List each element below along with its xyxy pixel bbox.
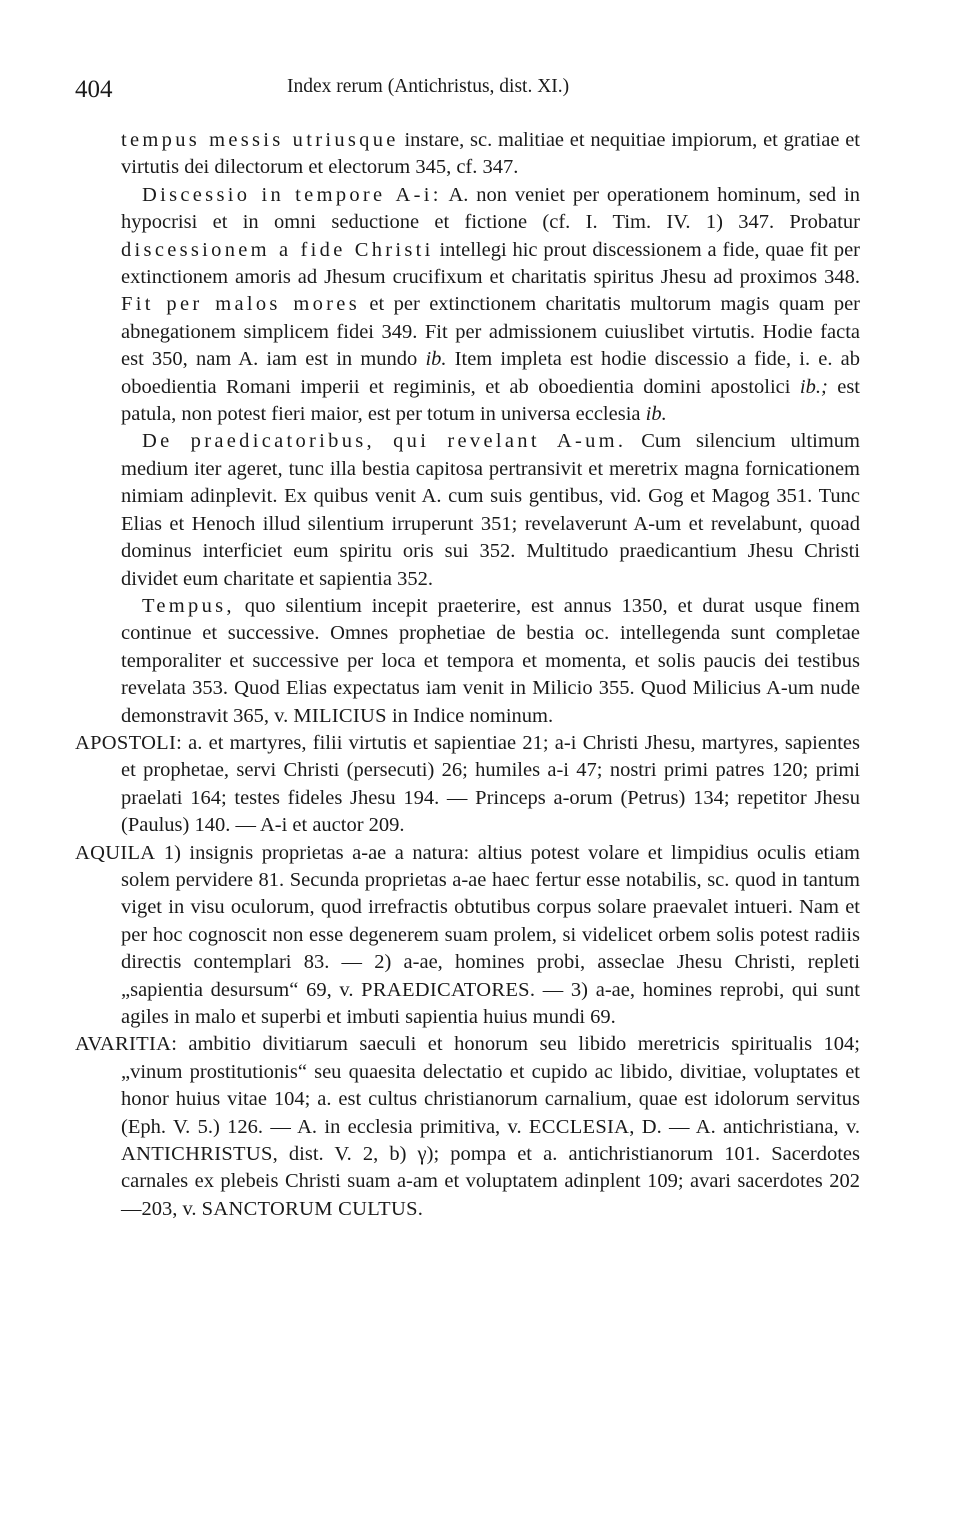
- text-span: AVARITIA: [75, 1033, 172, 1056]
- text-span: Cum silencium ultimum medium iter ageret, tunc illa bestia capitosa pertransivit et meretrix magna fornicationem nimiam adinplevit. Ex quibus venit A. cum suis gentibus, vid. Gog et Magog 351. Tunc Elias et Henoch illud silentium irruperunt 351; revelaverunt A-um et revelabunt, quoad dominus interficiet eum spiritu oris sui 352. Multitudo praedicantium Jhesu Christi dividet eum charitate et sapientia 352.: [121, 430, 861, 590]
- text-span: Tempus,: [142, 594, 235, 617]
- text-span: APOSTOLI: [75, 731, 177, 754]
- text-span: intellegi hic prout discessionem a fide, quae fit per extinctionem amoris ad Jhesum crucifixum et charitatis spiritus Jhesu ad proximos 348.: [121, 238, 860, 289]
- text-span: A. non veniet per operationem hominum, sed in hypocrisi et in omni seductione et fictione (cf. I. Tim. IV. 1) 347. Probatur: [121, 183, 860, 234]
- text-span: est patula, non potest fieri maior, est per totum in universa ecclesia: [121, 375, 860, 426]
- page-number: 404: [75, 76, 113, 103]
- text-span: PRAEDICATORES: [361, 978, 530, 1001]
- text-span: , dist. V. 2, b) γ); pompa et a. antichristianorum 101. Sacerdotes carnales ex plebeis Christi suam a-am et voluptatem adinplent 109; avari sacerdotes 202—203, v.: [121, 1143, 860, 1220]
- text-span: tempus messis utriusque: [121, 129, 399, 151]
- text-span: De praedicatoribus, qui revelant A-um.: [142, 430, 627, 453]
- text-span: : a. et martyres, filii virtutis et sapientiae 21; a-i Christi Jhesu, martyres, sapientes et prophetae, servi Christi (persecuti) 26; humiles a-i 47; nostri primi patres 120; primi praelati 164; testes fideles Jhesu 194. — Princeps a-orum (Petrus) 134; repetitor Jhesu (Paulus) 140. — A-i et auctor 209.: [121, 731, 860, 837]
- text-span: discessionem a fide Christi: [121, 238, 434, 261]
- paragraph-de-praedicatoribus: [75, 428, 860, 592]
- text-span: ib.: [425, 348, 447, 371]
- text-span: et per extinctionem charitatis multorum magis quam per abnegationem simplicem fidei 349. Fit per admissionem cuiuslibet virtutis. Hodie facta est 350, nam A. iam est in mundo: [121, 293, 860, 371]
- text-span: in Indice nominum.: [386, 704, 554, 727]
- entry-avaritia: [75, 1031, 860, 1223]
- text-span: Item impleta est hodie discessio a fide, i. e. ab oboedientia Romani imperii et regiminis, et ab oboedientia domini apostolici: [121, 348, 860, 398]
- text-span: Fit per malos mores: [121, 293, 360, 316]
- entry-aquila: [75, 840, 860, 1032]
- text-span: .: [417, 1197, 423, 1220]
- paragraph-tempus: [75, 593, 860, 730]
- text-span: ANTICHRISTUS: [121, 1143, 273, 1166]
- running-title: Index rerum (Antichristus, dist. XI.): [287, 76, 570, 97]
- text-span: : ambitio divitiarum saeculi et honorum seu libido meretricis spiritualis 104; „vinum prostitutionis“ seu quaesita delectatio et cupido ac libido, divitiae, voluptates et honor huius vitae 104; a. est cultus christianorum carnalium, quae est idolorum servitus (Eph. V. 5.) 126. — A. in ecclesia primitiva, v.: [121, 1033, 860, 1138]
- running-header: [75, 70, 875, 110]
- text-span: ib.;: [799, 375, 828, 398]
- text-span: MILICIUS: [293, 704, 387, 727]
- text-span: Discessio in tempore A-i:: [142, 183, 442, 206]
- text-span: SANCTORUM CULTUS: [201, 1197, 418, 1220]
- paragraph-tempus-messis: [75, 127, 860, 182]
- text-span: , D. — A. antichristiana, v.: [629, 1115, 860, 1138]
- text-span: quo silentium incepit praeterire, est annus 1350, et durat usque finem continue et successive. Omnes prophetiae de bestia oc. intellegenda sunt completae temporaliter et successive per loca et tempora et momenta, et solis paucis dei testibus revelata 353. Quod Elias expectatus iam venit in Milicio 355. Quod Milicius A-um nude demonstravit 365, v.: [121, 594, 860, 727]
- text-span: 1) insignis proprietas a-ae a natura: altius potest volare et limpidius oculis etiam solem pervidere 81. Secunda proprietas a-ae haec fertur esse notabilis, sc. quod in tantum viget in visu oculorum, quod irrefractis obtutibus corpus solare praevalet intueri. Nam et per hoc cognoscit non esse degenerem suam prolem, si videlicet orbem solis potest radiis directis contemplari 83. — 2) a-ae, homines probi, asseclae Jhesu Christi, repleti „sapientia desursum“ 69, v.: [121, 841, 860, 1001]
- text-span: AQUILA: [75, 841, 156, 864]
- text-span: ib.: [645, 403, 667, 426]
- index-text: [75, 127, 860, 1223]
- paragraph-discessio: [75, 182, 860, 429]
- entry-apostoli: [75, 730, 860, 840]
- text-span: instare, sc. malitiae et nequitiae impiorum, et gratiae et virtutis dei dilectorum et electorum 345, cf. 347.: [121, 129, 861, 179]
- text-span: . — 3) a-ae, homines reprobi, qui sunt agiles in malo et superbi et imbuti sapientia huius mundi 69.: [121, 978, 860, 1028]
- text-span: ECCLESIA: [528, 1115, 630, 1138]
